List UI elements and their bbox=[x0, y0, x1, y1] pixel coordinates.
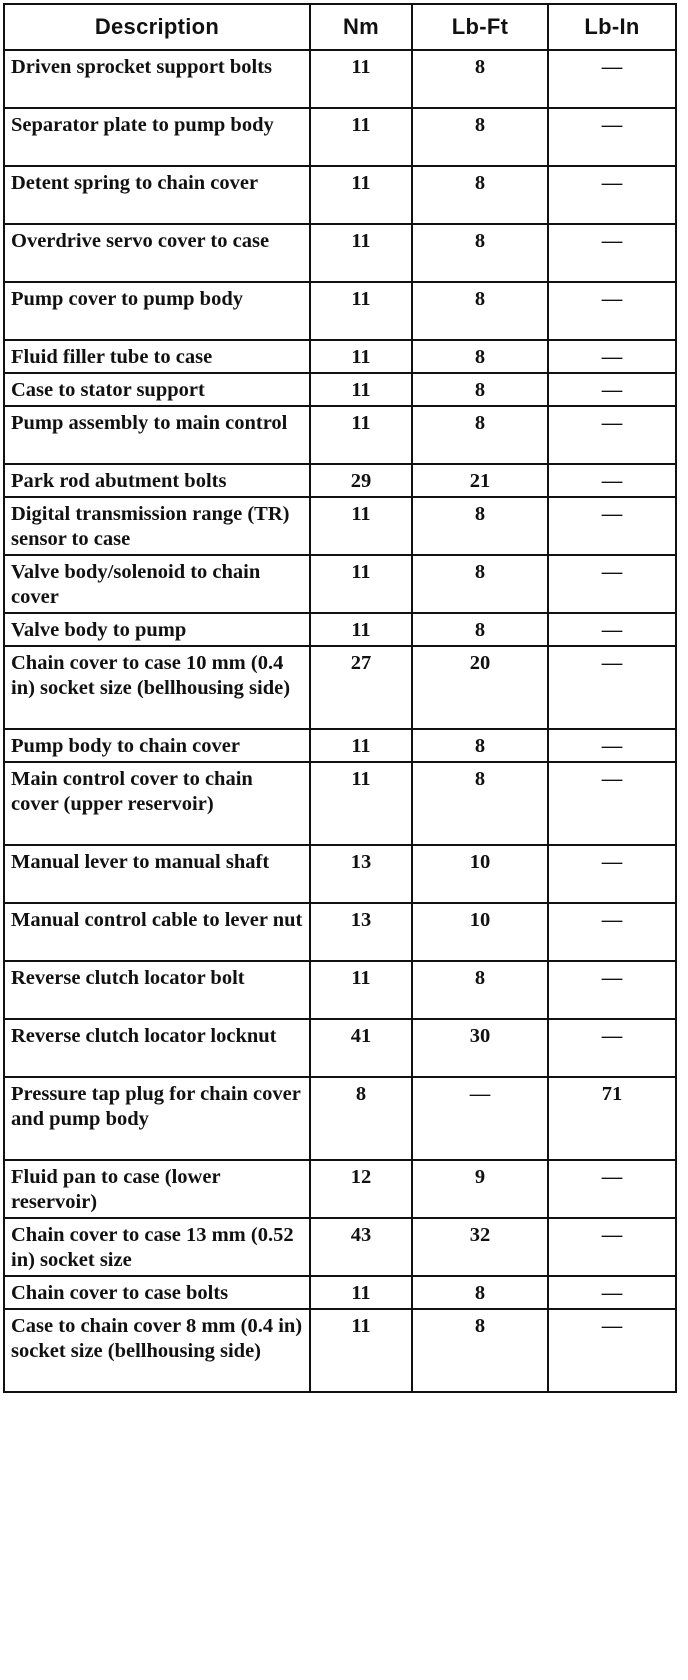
nm-cell: 11 bbox=[310, 497, 412, 555]
description-cell: Digital transmission range (TR) sensor to case bbox=[4, 497, 310, 555]
lb-ft-cell: 20 bbox=[412, 646, 548, 729]
description-cell: Chain cover to case 10 mm (0.4 in) socket size (bellhousing side) bbox=[4, 646, 310, 729]
nm-cell: 11 bbox=[310, 50, 412, 108]
nm-cell: 11 bbox=[310, 961, 412, 1019]
nm-cell: 11 bbox=[310, 762, 412, 845]
description-cell: Park rod abutment bolts bbox=[4, 464, 310, 497]
nm-cell: 11 bbox=[310, 373, 412, 406]
nm-cell: 13 bbox=[310, 845, 412, 903]
table-body bbox=[4, 50, 676, 1392]
table-row bbox=[4, 340, 676, 373]
lb-ft-cell: 8 bbox=[412, 961, 548, 1019]
description-cell: Detent spring to chain cover bbox=[4, 166, 310, 224]
lb-ft-cell: 8 bbox=[412, 373, 548, 406]
lb-ft-cell: 10 bbox=[412, 903, 548, 961]
nm-cell: 11 bbox=[310, 729, 412, 762]
nm-cell: 11 bbox=[310, 555, 412, 613]
table-row bbox=[4, 373, 676, 406]
table-row bbox=[4, 613, 676, 646]
table-row bbox=[4, 1218, 676, 1276]
description-cell: Case to chain cover 8 mm (0.4 in) socket size (bellhousing side) bbox=[4, 1309, 310, 1392]
nm-cell: 11 bbox=[310, 613, 412, 646]
lb-ft-cell: 8 bbox=[412, 224, 548, 282]
description-cell: Pump assembly to main control bbox=[4, 406, 310, 464]
lb-ft-cell: 8 bbox=[412, 762, 548, 845]
description-cell: Fluid pan to case (lower reservoir) bbox=[4, 1160, 310, 1218]
description-cell: Overdrive servo cover to case bbox=[4, 224, 310, 282]
header-nm: Nm bbox=[310, 4, 412, 50]
lb-in-cell: — bbox=[548, 340, 676, 373]
description-cell: Valve body to pump bbox=[4, 613, 310, 646]
nm-cell: 8 bbox=[310, 1077, 412, 1160]
table-row bbox=[4, 762, 676, 845]
lb-in-cell: — bbox=[548, 1160, 676, 1218]
table-row bbox=[4, 845, 676, 903]
table-row bbox=[4, 1019, 676, 1077]
lb-ft-cell: 8 bbox=[412, 108, 548, 166]
nm-cell: 13 bbox=[310, 903, 412, 961]
lb-in-cell: — bbox=[548, 646, 676, 729]
lb-in-cell: — bbox=[548, 282, 676, 340]
lb-in-cell: — bbox=[548, 1019, 676, 1077]
lb-ft-cell: 8 bbox=[412, 340, 548, 373]
table-row bbox=[4, 729, 676, 762]
torque-spec-table bbox=[3, 3, 677, 1393]
lb-in-cell: — bbox=[548, 166, 676, 224]
lb-ft-cell: — bbox=[412, 1077, 548, 1160]
table-row bbox=[4, 50, 676, 108]
lb-in-cell: — bbox=[548, 613, 676, 646]
lb-in-cell: — bbox=[548, 845, 676, 903]
lb-ft-cell: 8 bbox=[412, 1276, 548, 1309]
lb-ft-cell: 10 bbox=[412, 845, 548, 903]
lb-ft-cell: 8 bbox=[412, 729, 548, 762]
lb-ft-cell: 32 bbox=[412, 1218, 548, 1276]
lb-ft-cell: 8 bbox=[412, 50, 548, 108]
nm-cell: 11 bbox=[310, 406, 412, 464]
table-row bbox=[4, 464, 676, 497]
description-cell: Chain cover to case bolts bbox=[4, 1276, 310, 1309]
nm-cell: 11 bbox=[310, 282, 412, 340]
nm-cell: 11 bbox=[310, 166, 412, 224]
nm-cell: 11 bbox=[310, 108, 412, 166]
description-cell: Main control cover to chain cover (upper reservoir) bbox=[4, 762, 310, 845]
lb-in-cell: — bbox=[548, 1218, 676, 1276]
lb-in-cell: — bbox=[548, 224, 676, 282]
lb-ft-cell: 8 bbox=[412, 613, 548, 646]
table-row bbox=[4, 1077, 676, 1160]
lb-ft-cell: 8 bbox=[412, 497, 548, 555]
description-cell: Driven sprocket support bolts bbox=[4, 50, 310, 108]
lb-in-cell: — bbox=[548, 108, 676, 166]
lb-ft-cell: 30 bbox=[412, 1019, 548, 1077]
nm-cell: 41 bbox=[310, 1019, 412, 1077]
table-row bbox=[4, 406, 676, 464]
nm-cell: 27 bbox=[310, 646, 412, 729]
lb-in-cell: — bbox=[548, 729, 676, 762]
lb-ft-cell: 9 bbox=[412, 1160, 548, 1218]
nm-cell: 29 bbox=[310, 464, 412, 497]
description-cell: Reverse clutch locator locknut bbox=[4, 1019, 310, 1077]
lb-in-cell: — bbox=[548, 1276, 676, 1309]
table-row bbox=[4, 961, 676, 1019]
description-cell: Valve body/solenoid to chain cover bbox=[4, 555, 310, 613]
nm-cell: 11 bbox=[310, 340, 412, 373]
description-cell: Pump body to chain cover bbox=[4, 729, 310, 762]
header-lb-in: Lb-In bbox=[548, 4, 676, 50]
table-row bbox=[4, 497, 676, 555]
lb-in-cell: — bbox=[548, 406, 676, 464]
lb-in-cell: — bbox=[548, 1309, 676, 1392]
description-cell: Reverse clutch locator bolt bbox=[4, 961, 310, 1019]
table-row bbox=[4, 1309, 676, 1392]
table-row bbox=[4, 108, 676, 166]
lb-in-cell: — bbox=[548, 903, 676, 961]
table-row bbox=[4, 646, 676, 729]
lb-ft-cell: 8 bbox=[412, 1309, 548, 1392]
description-cell: Separator plate to pump body bbox=[4, 108, 310, 166]
nm-cell: 11 bbox=[310, 1309, 412, 1392]
lb-ft-cell: 8 bbox=[412, 282, 548, 340]
lb-in-cell: — bbox=[548, 464, 676, 497]
lb-in-cell: — bbox=[548, 497, 676, 555]
nm-cell: 11 bbox=[310, 1276, 412, 1309]
description-cell: Manual lever to manual shaft bbox=[4, 845, 310, 903]
lb-in-cell: — bbox=[548, 555, 676, 613]
table-row bbox=[4, 555, 676, 613]
header-lb-ft: Lb-Ft bbox=[412, 4, 548, 50]
lb-ft-cell: 8 bbox=[412, 406, 548, 464]
nm-cell: 12 bbox=[310, 1160, 412, 1218]
nm-cell: 43 bbox=[310, 1218, 412, 1276]
table-row bbox=[4, 224, 676, 282]
lb-ft-cell: 8 bbox=[412, 555, 548, 613]
lb-in-cell: — bbox=[548, 762, 676, 845]
nm-cell: 11 bbox=[310, 224, 412, 282]
table-row bbox=[4, 1276, 676, 1309]
header-row bbox=[4, 4, 676, 50]
description-cell: Pump cover to pump body bbox=[4, 282, 310, 340]
lb-in-cell: 71 bbox=[548, 1077, 676, 1160]
lb-in-cell: — bbox=[548, 373, 676, 406]
description-cell: Chain cover to case 13 mm (0.52 in) socket size bbox=[4, 1218, 310, 1276]
header-description: Description bbox=[4, 4, 310, 50]
lb-in-cell: — bbox=[548, 961, 676, 1019]
description-cell: Case to stator support bbox=[4, 373, 310, 406]
table-row bbox=[4, 282, 676, 340]
table-row bbox=[4, 1160, 676, 1218]
lb-ft-cell: 8 bbox=[412, 166, 548, 224]
description-cell: Manual control cable to lever nut bbox=[4, 903, 310, 961]
description-cell: Pressure tap plug for chain cover and pump body bbox=[4, 1077, 310, 1160]
table-row bbox=[4, 903, 676, 961]
lb-in-cell: — bbox=[548, 50, 676, 108]
table-row bbox=[4, 166, 676, 224]
lb-ft-cell: 21 bbox=[412, 464, 548, 497]
description-cell: Fluid filler tube to case bbox=[4, 340, 310, 373]
